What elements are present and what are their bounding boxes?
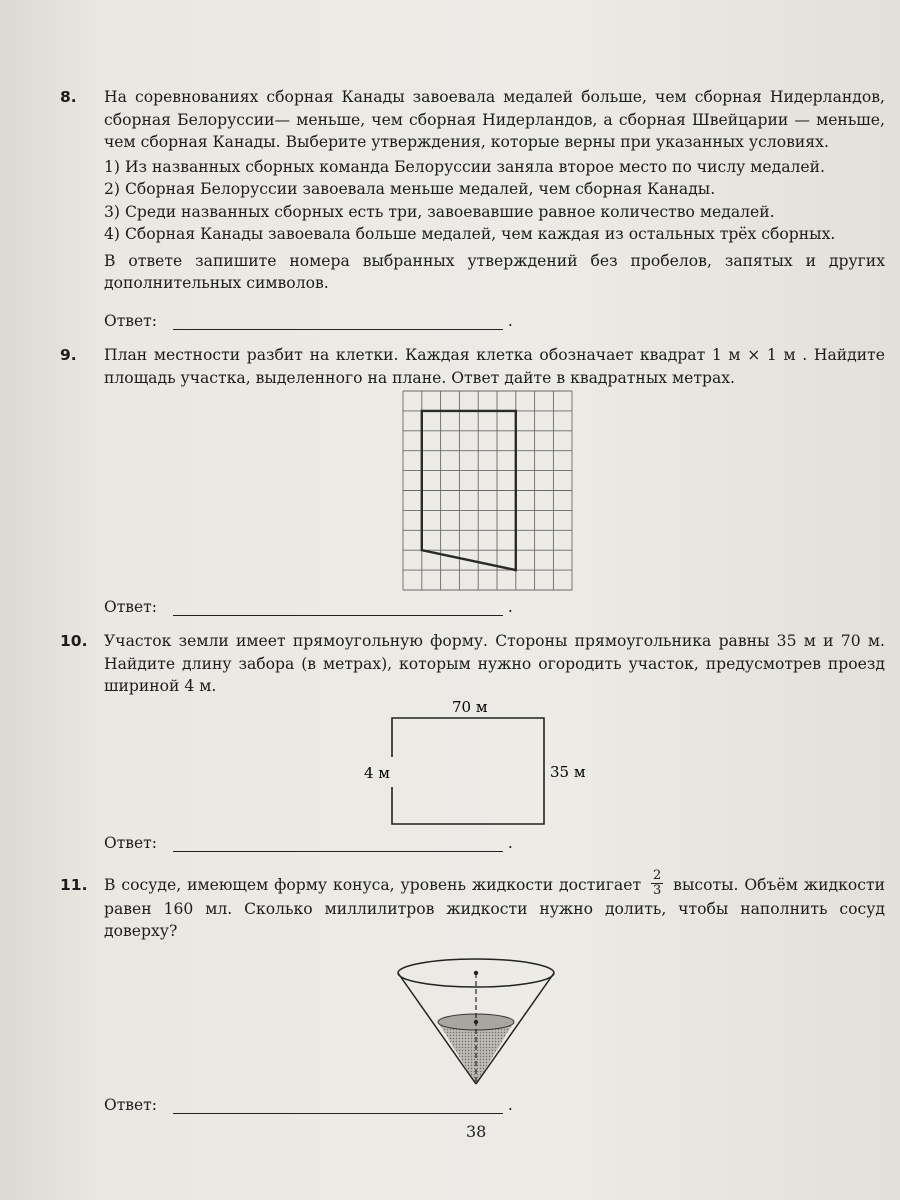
label-left: 4 м <box>364 764 390 782</box>
task-9 <box>60 344 885 389</box>
task-11 <box>60 867 885 943</box>
option-1: 1) Из названных сборных команда Белоруссии заняла второе место по числу медалей. <box>104 157 826 176</box>
task-text: Участок земли имеет прямоугольную форму. Стороны прямоугольника равны 35 м и 70 м. Найдите длину забора (в метрах), которым нужно огородить участок, предусмотрев проезд шириной 4 м. <box>104 632 885 695</box>
page-number: 38 <box>466 1122 487 1141</box>
option-4: 4) Сборная Канады завоевала больше медалей, чем каждая из остальных трёх сборных. <box>104 225 836 243</box>
task-text-after: высоты. Объём жидкости равен 160 мл. Сколько миллилитров жидкости нужно долить, чтобы наполнить сосуд доверху? <box>104 876 885 940</box>
fraction-denominator: 3 <box>652 882 662 898</box>
answer-label: Ответ: <box>104 834 157 852</box>
task-number: 11. <box>60 876 88 894</box>
fraction-numerator: 2 <box>652 867 662 883</box>
options-list <box>104 156 885 246</box>
task-text: На соревнованиях сборная Канады завоевала медалей больше, чем сборная Нидерландов, сборная Белоруссии— меньше, чем сборная Нидерландов, а сборная Швейцарии — меньше, чем сборная Канады. Выберите утверждения, которые верны при указанных условиях. <box>104 88 885 151</box>
fence-outline <box>392 718 544 824</box>
answer-field[interactable] <box>173 835 503 852</box>
answer-9: Ответ: . <box>104 598 513 616</box>
answer-label: Ответ: <box>104 1096 157 1114</box>
task-note: В ответе запишите номера выбранных утверждений без пробелов, запятых и других дополнительных символов. <box>104 251 885 292</box>
task-text: План местности разбит на клетки. Каждая клетка обозначает квадрат 1 м × 1 м . Найдите площадь участка, выделенного на плане. Ответ дайте в квадратных метрах. <box>104 346 885 387</box>
task-number: 8. <box>60 88 77 106</box>
fraction <box>651 869 663 898</box>
answer-8: Ответ: . <box>104 312 513 330</box>
cone-figure <box>392 950 562 1090</box>
task-8 <box>60 86 885 295</box>
label-top: 70 м <box>452 698 488 716</box>
grid-plan-figure <box>402 390 574 592</box>
answer-label: Ответ: <box>104 312 157 330</box>
answer-field[interactable] <box>173 1097 503 1114</box>
label-right: 35 м <box>550 763 586 781</box>
task-number: 9. <box>60 346 77 364</box>
answer-field[interactable] <box>173 313 503 330</box>
option-2: 2) Сборная Белоруссии завоевала меньше медалей, чем сборная Канады. <box>104 180 716 198</box>
task-text-before: В сосуде, имеющем форму конуса, уровень жидкости достигает <box>104 876 642 894</box>
answer-10: Ответ: . <box>104 834 513 852</box>
option-3: 3) Среди названных сборных есть три, завоевавшие равное количество медалей. <box>104 202 775 221</box>
task-number: 10. <box>60 632 88 650</box>
answer-field[interactable] <box>173 599 503 616</box>
answer-label: Ответ: <box>104 598 157 616</box>
rectangle-figure <box>360 698 600 838</box>
answer-11: Ответ: . <box>104 1096 513 1114</box>
task-10 <box>60 630 885 698</box>
